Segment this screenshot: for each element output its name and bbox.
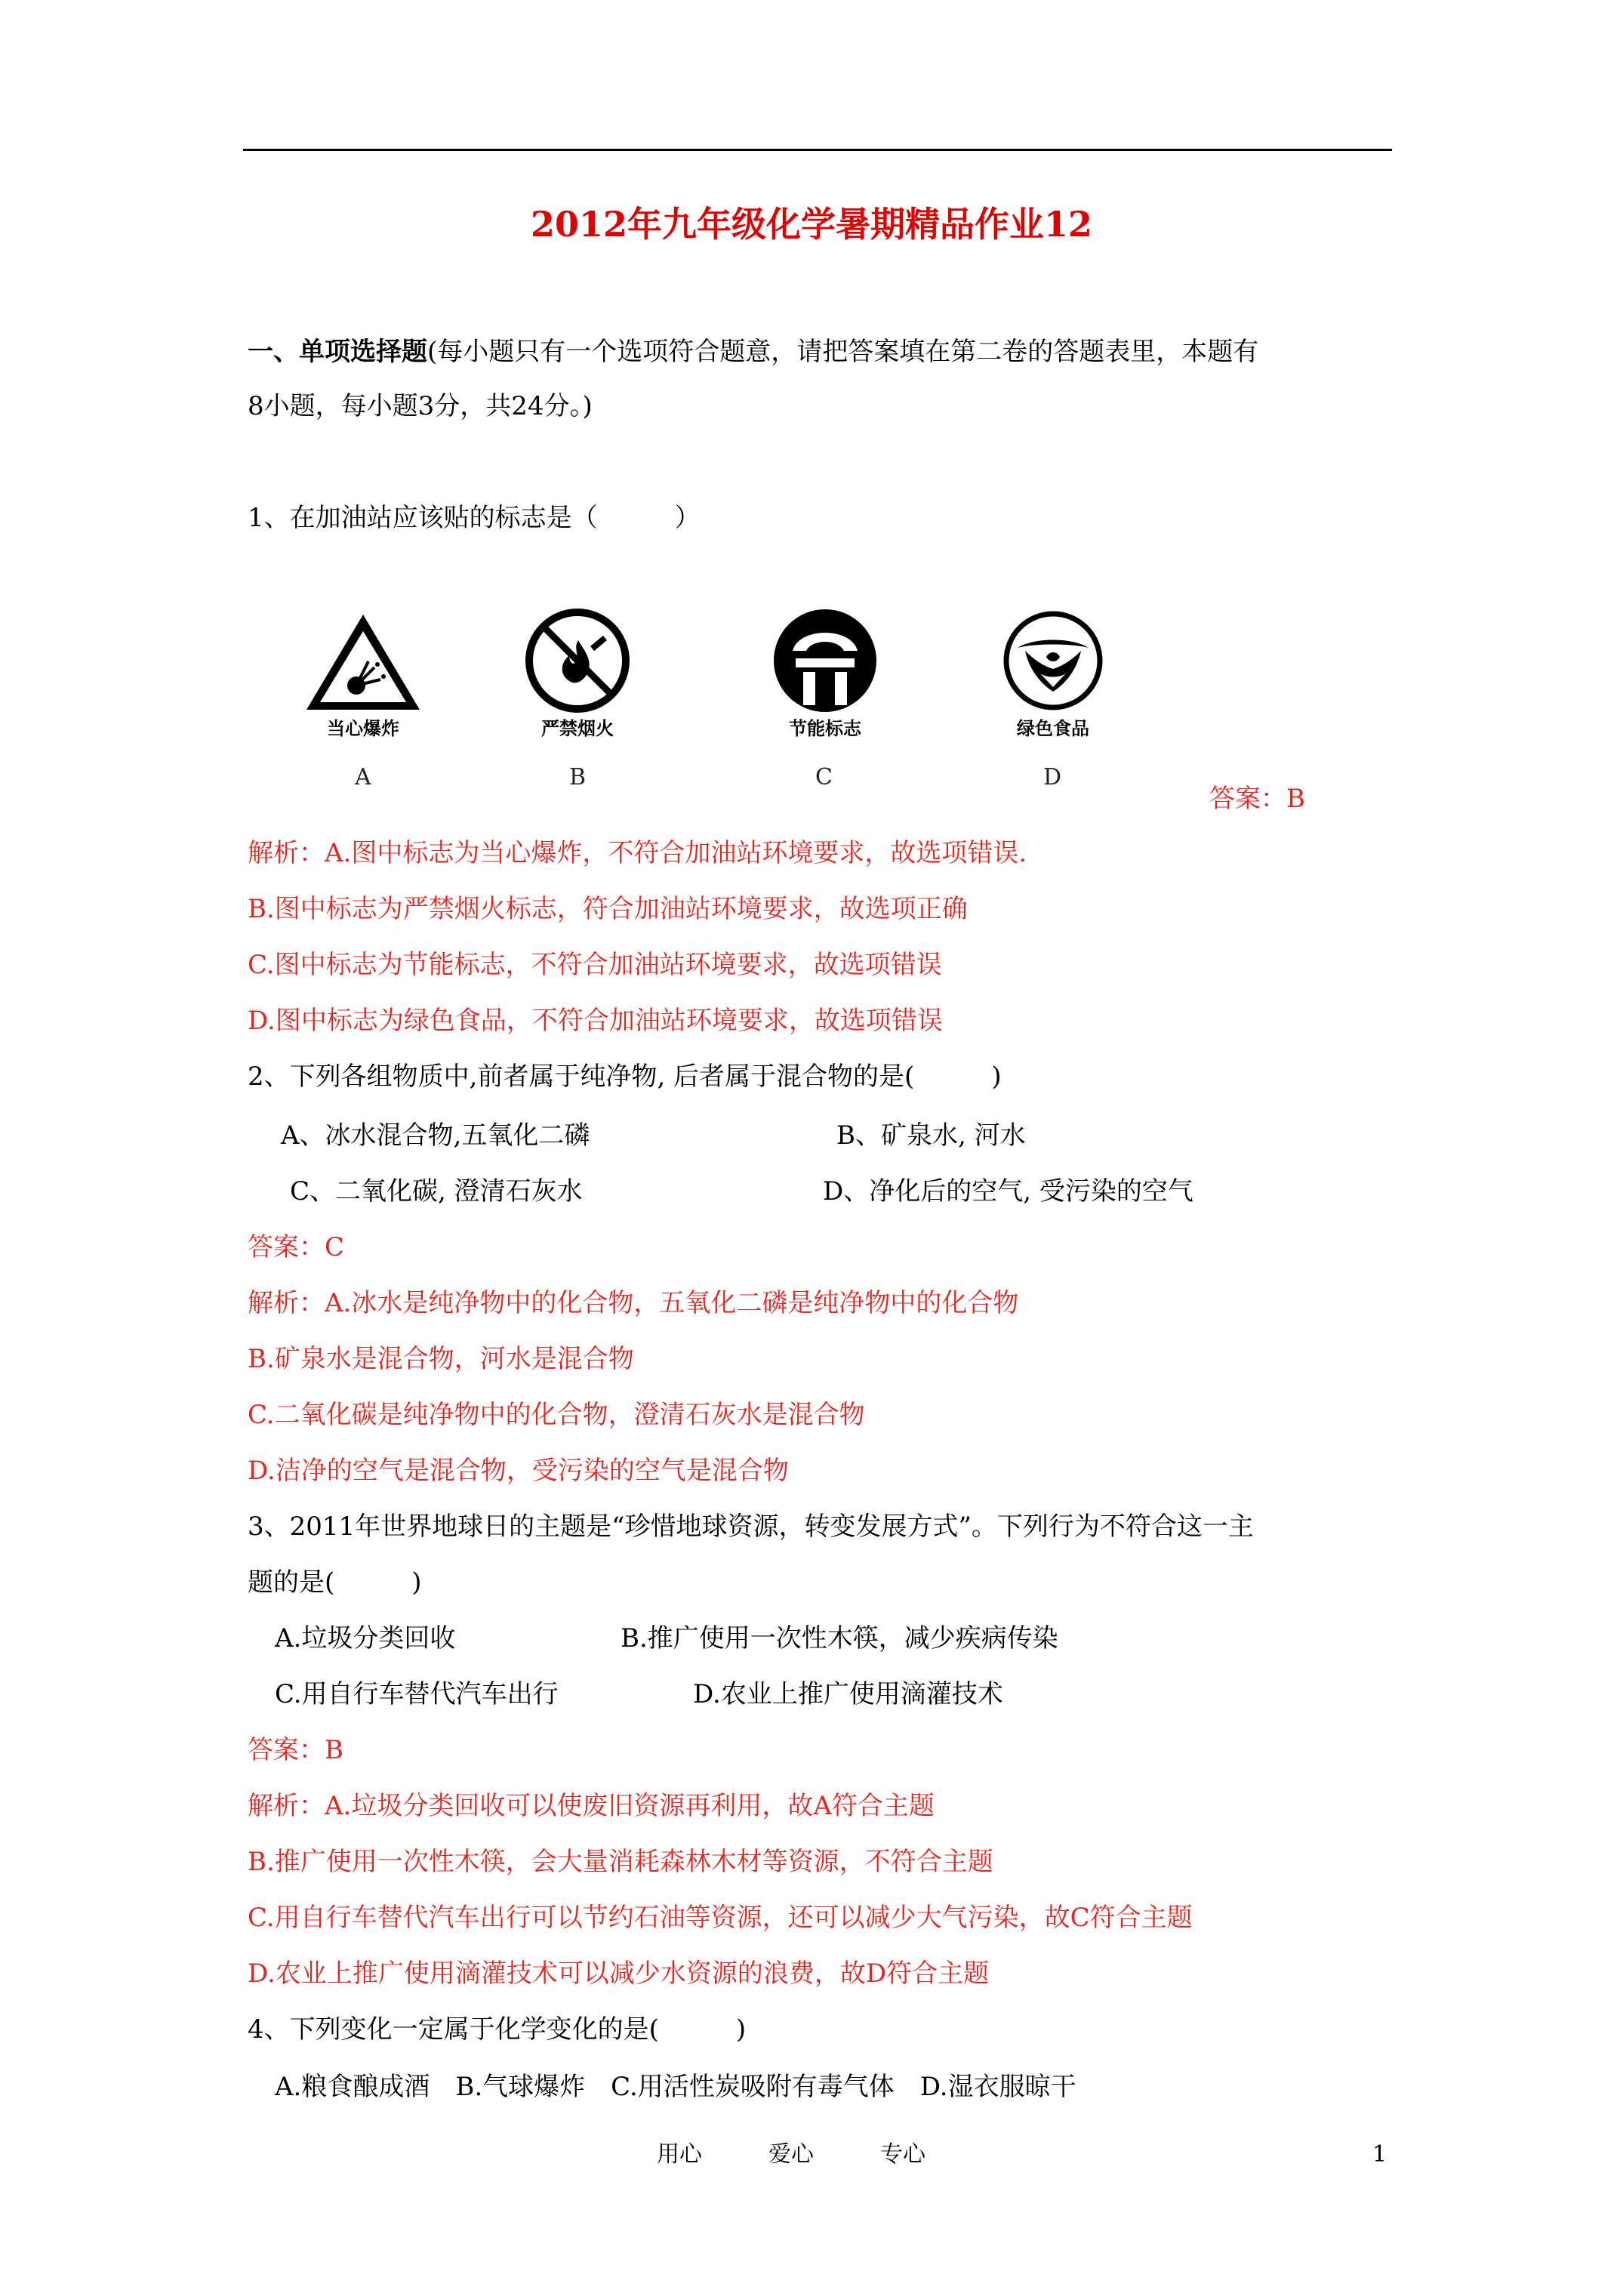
question-1-stem: 1、在加油站应该贴的标志是（ ）: [248, 503, 701, 533]
sign-b: [506, 604, 649, 755]
sign-a-caption: 当心爆炸: [327, 718, 399, 739]
question-4-stem: 4、下列变化一定属于化学变化的是( ): [248, 2014, 747, 2045]
question-3-option-c: C.用自行车替代汽车出行: [275, 1679, 559, 1709]
question-2-option-d: D、净化后的空气, 受污染的空气: [823, 1176, 1193, 1207]
question-2-answer: 答案：C: [248, 1232, 345, 1262]
section-description-2: 8小题，每小题3分，共24分。): [248, 391, 593, 421]
question-2-analysis-c: C.二氧化碳是纯净物中的化合物，澄清石灰水是混合物: [248, 1400, 865, 1430]
sign-c-letter: C: [815, 764, 833, 791]
question-3-stem-2: 题的是( ): [248, 1567, 422, 1598]
explosion-warning-icon: [291, 604, 435, 717]
question-2-analysis-b: B.矿泉水是混合物，河水是混合物: [248, 1344, 634, 1374]
section-heading: 一、单项选择题: [248, 337, 427, 367]
question-1-answer: 答案：B: [1209, 784, 1305, 814]
sign-d-letter: D: [1043, 764, 1062, 791]
green-food-icon: [981, 604, 1125, 717]
sign-a: [291, 604, 435, 755]
footer-motto-2: 爱心: [768, 2141, 814, 2168]
question-2-analysis-d: D.洁净的空气是混合物，受污染的空气是混合物: [248, 1456, 789, 1486]
page-number: 1: [1372, 2141, 1387, 2168]
no-fire-icon: [506, 604, 649, 717]
question-1-analysis-b: B.图中标志为严禁烟火标志，符合加油站环境要求，故选项正确: [248, 894, 968, 924]
sign-c: [753, 604, 897, 755]
question-1-analysis-a: 解析：A.图中标志为当心爆炸，不符合加油站环境要求，故选项错误.: [248, 838, 1027, 868]
question-3-option-d: D.农业上推广使用滴灌技术: [693, 1679, 1003, 1709]
footer-motto-3: 专心: [880, 2141, 925, 2168]
question-3-analysis-a: 解析：A.垃圾分类回收可以使废旧资源再利用，故A符合主题: [248, 1791, 935, 1821]
sign-a-letter: A: [355, 764, 371, 791]
section-heading-line: [248, 332, 1258, 371]
question-2-analysis-a: 解析：A.冰水是纯净物中的化合物，五氧化二磷是纯净物中的化合物: [248, 1288, 1019, 1318]
question-2-option-b: B、矿泉水, 河水: [836, 1120, 1026, 1151]
document-title: 2012年九年级化学暑期精品作业12: [530, 204, 1093, 245]
question-2-option-a: A、冰水混合物,五氧化二磷: [281, 1120, 590, 1151]
question-3-answer: 答案：B: [248, 1735, 343, 1765]
sign-d: [981, 604, 1125, 755]
question-2-stem: 2、下列各组物质中,前者属于纯净物, 后者属于混合物的是( ): [248, 1062, 1002, 1092]
question-3-option-b: B.推广使用一次性木筷，减少疾病传染: [621, 1623, 1058, 1653]
question-3-analysis-b: B.推广使用一次性木筷，会大量消耗森林木材等资源，不符合主题: [248, 1847, 993, 1877]
question-3-analysis-c: C.用自行车替代汽车出行可以节约石油等资源，还可以减少大气污染，故C符合主题: [248, 1903, 1193, 1933]
question-3-stem-1: 3、2011年世界地球日的主题是“珍惜地球资源，转变发展方式”。下列行为不符合这一主: [248, 1512, 1254, 1542]
sign-b-letter: B: [569, 764, 587, 791]
question-3-option-a: A.垃圾分类回收: [275, 1623, 456, 1653]
sign-d-caption: 绿色食品: [1017, 718, 1089, 739]
sign-b-caption: 严禁烟火: [541, 718, 614, 739]
footer-motto-1: 用心: [657, 2141, 702, 2168]
question-2-option-c: C、二氧化碳, 澄清石灰水: [290, 1176, 583, 1207]
question-4-options: A.粮食酿成酒 B.气球爆炸 C.用活性炭吸附有毒气体 D.湿衣服晾干: [275, 2072, 1076, 2102]
header-rule: [243, 149, 1392, 151]
question-3-analysis-d: D.农业上推广使用滴灌技术可以减少水资源的浪费，故D符合主题: [248, 1959, 990, 1989]
energy-saving-icon: [753, 604, 897, 717]
question-1-analysis-c: C.图中标志为节能标志，不符合加油站环境要求，故选项错误: [248, 950, 942, 980]
question-1-analysis-d: D.图中标志为绿色食品，不符合加油站环境要求，故选项错误: [248, 1006, 943, 1036]
sign-c-caption: 节能标志: [789, 718, 861, 739]
section-description: (每小题只有一个选项符合题意，请把答案填在第二卷的答题表里，本题有: [427, 337, 1259, 367]
